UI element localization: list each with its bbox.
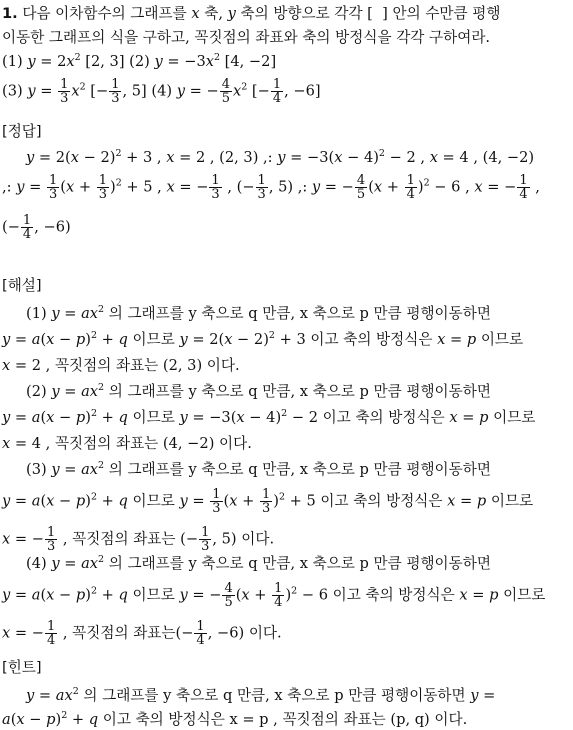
vertex-text: , 꼭짓점의 좌표는 (45, 435, 159, 452)
and-axis-text: 이고 축의 방정식은 (310, 331, 433, 348)
and-axis-text: 이고 축의 방정식은 (332, 586, 455, 604)
end-text: 이다. (241, 530, 275, 548)
hint-text-1: 의 그래프를 y 축으로 q 만큼, x 축으로 p 만큼 평행이동하면 (83, 687, 466, 704)
hint-label: [힌트] (2, 659, 42, 676)
because-text: 이므로 (132, 331, 175, 348)
hint-text-2: 이고 축의 방정식은 x = p , 꼭짓점의 좌표는 (p, q) 이다. (102, 711, 468, 728)
because-text: 이므로 (132, 409, 175, 426)
answer-line-3: (− $\frac{1}{4}$ , −6) (2, 213, 71, 242)
end-text: 이다. (248, 624, 282, 642)
question-text-1: 다음 이차함수의 그래프를 x 축, y 축의 방향으로 각각 [ ] 안의 수만큼 평행 (22, 5, 501, 22)
explanation-4-line-3: x = − $\frac{1}{4}$ , 꼭짓점의 좌표는(− $\frac{1}{4}$ , −6) 이다. (2, 619, 282, 648)
end-text: 이다. (219, 435, 252, 452)
because-text: 이므로 (493, 409, 536, 426)
question-line-2: 이동한 그래프의 식을 구하고, 꼭짓점의 좌표와 축의 방정식을 각각 구하여라. (2, 29, 491, 46)
explanation-label: [해설] (2, 277, 42, 294)
because-text: 이므로 (132, 586, 175, 604)
vertex-text: , 꼭짓점의 좌표는 (62, 530, 176, 548)
because-text: 이므로 (490, 492, 534, 510)
explanation-3-line-1: (3) $y = ax^2$ 의 그래프를 y 축으로 q 만큼, x 축으로 p 만큼 평행이동하면 (26, 460, 491, 478)
explanation-4-line-2: $y = a(x - p)^2 + q$ 이므로 y = − $\frac{4}{5}$ (x + $\frac{1}{4}$ )$^2$ − 6 이고 축의 방정식은 x = p 이므로 (2, 581, 546, 610)
hint-line-1: $y = ax^2$ 의 그래프를 y 축으로 q 만큼, x 축으로 p 만큼 평행이동하면 y = (26, 686, 496, 704)
explanation-1-line-2: $y = a(x - p)^2 + q$ 이므로 $y = 2(x - 2)^2 + 3$ 이고 축의 방정식은 x = p 이므로 (2, 330, 524, 348)
and-axis-text: 이고 축의 방정식은 (322, 409, 445, 426)
because-text: 이므로 (132, 492, 175, 510)
explanation-2-line-2: $y = a(x - p)^2 + q$ 이므로 $y = -3(x - 4)^2 - 2$ 이고 축의 방정식은 x = p 이므로 (2, 408, 536, 426)
shift-phrase: 의 그래프를 y 축으로 q 만큼, x 축으로 p 만큼 평행이동하면 (108, 461, 491, 478)
explanation-2-line-3: x = 4 , 꼭짓점의 좌표는 (4, −2) 이다. (2, 435, 252, 452)
answer-label: [정답] (2, 123, 42, 140)
vertex-text: , 꼭짓점의 좌표는 (45, 357, 159, 374)
explanation-1-line-3: x = 2 , 꼭짓점의 좌표는 (2, 3) 이다. (2, 357, 240, 374)
vertex-text: , 꼭짓점의 좌표는 (62, 624, 176, 642)
subquestion-3-4: (3) y = $\frac{1}{3}$ $x^2$ [− $\frac{1}{3}$ , 5] (4) y = − $\frac{4}{5}$ $x^2$ [− $\frac{1}{4}$ , −6] (2, 77, 321, 106)
explanation-4-line-1: (4) $y = ax^2$ 의 그래프를 y 축으로 q 만큼, x 축으로 p 만큼 평행이동하면 (26, 554, 491, 572)
hint-line-2: $a(x - p)^2 + q$ 이고 축의 방정식은 x = p , 꼭짓점의 좌표는 (p, q) 이다. (2, 710, 468, 728)
subquestion-1-2: (1) $y = 2x^2$ [2, 3] (2) $y = -3x^2$ [4, −2] (2, 52, 277, 70)
shift-phrase: 의 그래프를 y 축으로 q 만큼, x 축으로 p 만큼 평행이동하면 (108, 383, 491, 400)
explanation-3-line-3: x = − $\frac{1}{3}$ , 꼭짓점의 좌표는 (− $\frac{1}{3}$ , 5) 이다. (2, 525, 275, 554)
shift-phrase: 의 그래프를 y 축으로 q 만큼, x 축으로 p 만큼 평행이동하면 (108, 555, 491, 572)
explanation-1-line-1: (1) $y = ax^2$ 의 그래프를 y 축으로 q 만큼, x 축으로 p 만큼 평행이동하면 (26, 304, 491, 322)
answer-line-2: ,: y = $\frac{1}{3}$ (x + $\frac{1}{3}$ )$^2$ + 5 , x = − $\frac{1}{3}$ , (− $\frac{1}{3}$ , 5) ,: y = − $\frac{4}{5}$ (x + $\frac{1}{4}$ )$^2$ − 6 , x = − $\frac{1}{4}$ , (2, 173, 540, 202)
question-number: 1. (2, 5, 18, 22)
and-axis-text: 이고 축의 방정식은 (320, 492, 443, 510)
explanation-2-line-1: (2) $y = ax^2$ 의 그래프를 y 축으로 q 만큼, x 축으로 p 만큼 평행이동하면 (26, 382, 491, 400)
answer-line-1: $y = 2(x - 2)^2 + 3$ , x = 2 , (2, 3) ,: $y = -3(x - 4)^2 - 2$ , x = 4 , (4, −2) (26, 148, 535, 166)
question-line-1 (2, 4, 500, 24)
because-text: 이므로 (480, 331, 524, 348)
shift-phrase: 의 그래프를 y 축으로 q 만큼, x 축으로 p 만큼 평행이동하면 (108, 305, 491, 322)
explanation-3-line-2: $y = a(x - p)^2 + q$ 이므로 y = $\frac{1}{3}$ (x + $\frac{1}{3}$ )$^2$ + 5 이고 축의 방정식은 x = p 이므로 (2, 487, 534, 516)
end-text: 이다. (206, 357, 240, 374)
because-text: 이므로 (503, 586, 546, 604)
